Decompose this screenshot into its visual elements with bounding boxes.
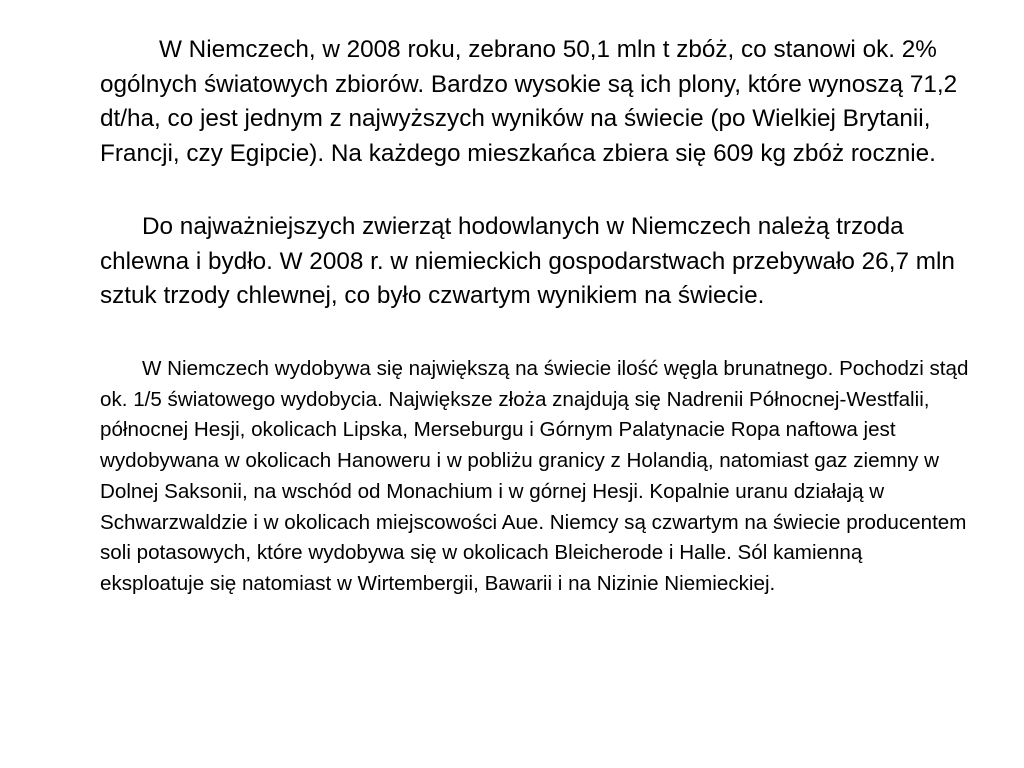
- paragraph-grain-harvest: W Niemczech, w 2008 roku, zebrano 50,1 mln t zbóż, co stanowi ok. 2% ogólnych światowych zbiorów. Bardzo wysokie są ich plony, które wynoszą 71,2 dt/ha, co jest jednym z najwyższych wyników na świecie (po Wielkiej Brytanii, Francji, czy Egipcie). Na każdego mieszkańca zbiera się 609 kg zbóż rocznie.: [100, 36, 958, 167]
- paragraph-livestock: Do najważniejszych zwierząt hodowlanych w Niemczech należą trzoda chlewna i bydło. W 2008 r. w niemieckich gospodarstwach przebywało 26,7 mln sztuk trzody chlewnej, co było czwartym wynikiem na świecie.: [100, 213, 955, 309]
- paragraph-mining: W Niemczech wydobywa się największą na świecie ilość węgla brunatnego. Pochodzi stąd ok. 1/5 światowego wydobycia. Największe złoża znajdują się Nadrenii Północnej-Westfalii, północnej Hesji, okolicach Lipska, Merseburgu i Górnym Palatynacie Ropa naftowa jest wydobywana w okolicach Hanoweru i w pobliżu granicy z Holandią, natomiast gaz ziemny w Dolnej Saksonii, na wschód od Monachium i w górnej Hesji. Kopalnie uranu działają w Schwarzwaldzie i w okolicach miejscowości Aue. Niemcy są czwartym na świecie producentem soli potasowych, które wydobywa się w okolicach Bleicherode i Halle. Sól kamienną eksploatuje się natomiast w Wirtembergii, Bawarii i na Nizinie Niemieckiej.: [100, 357, 969, 595]
